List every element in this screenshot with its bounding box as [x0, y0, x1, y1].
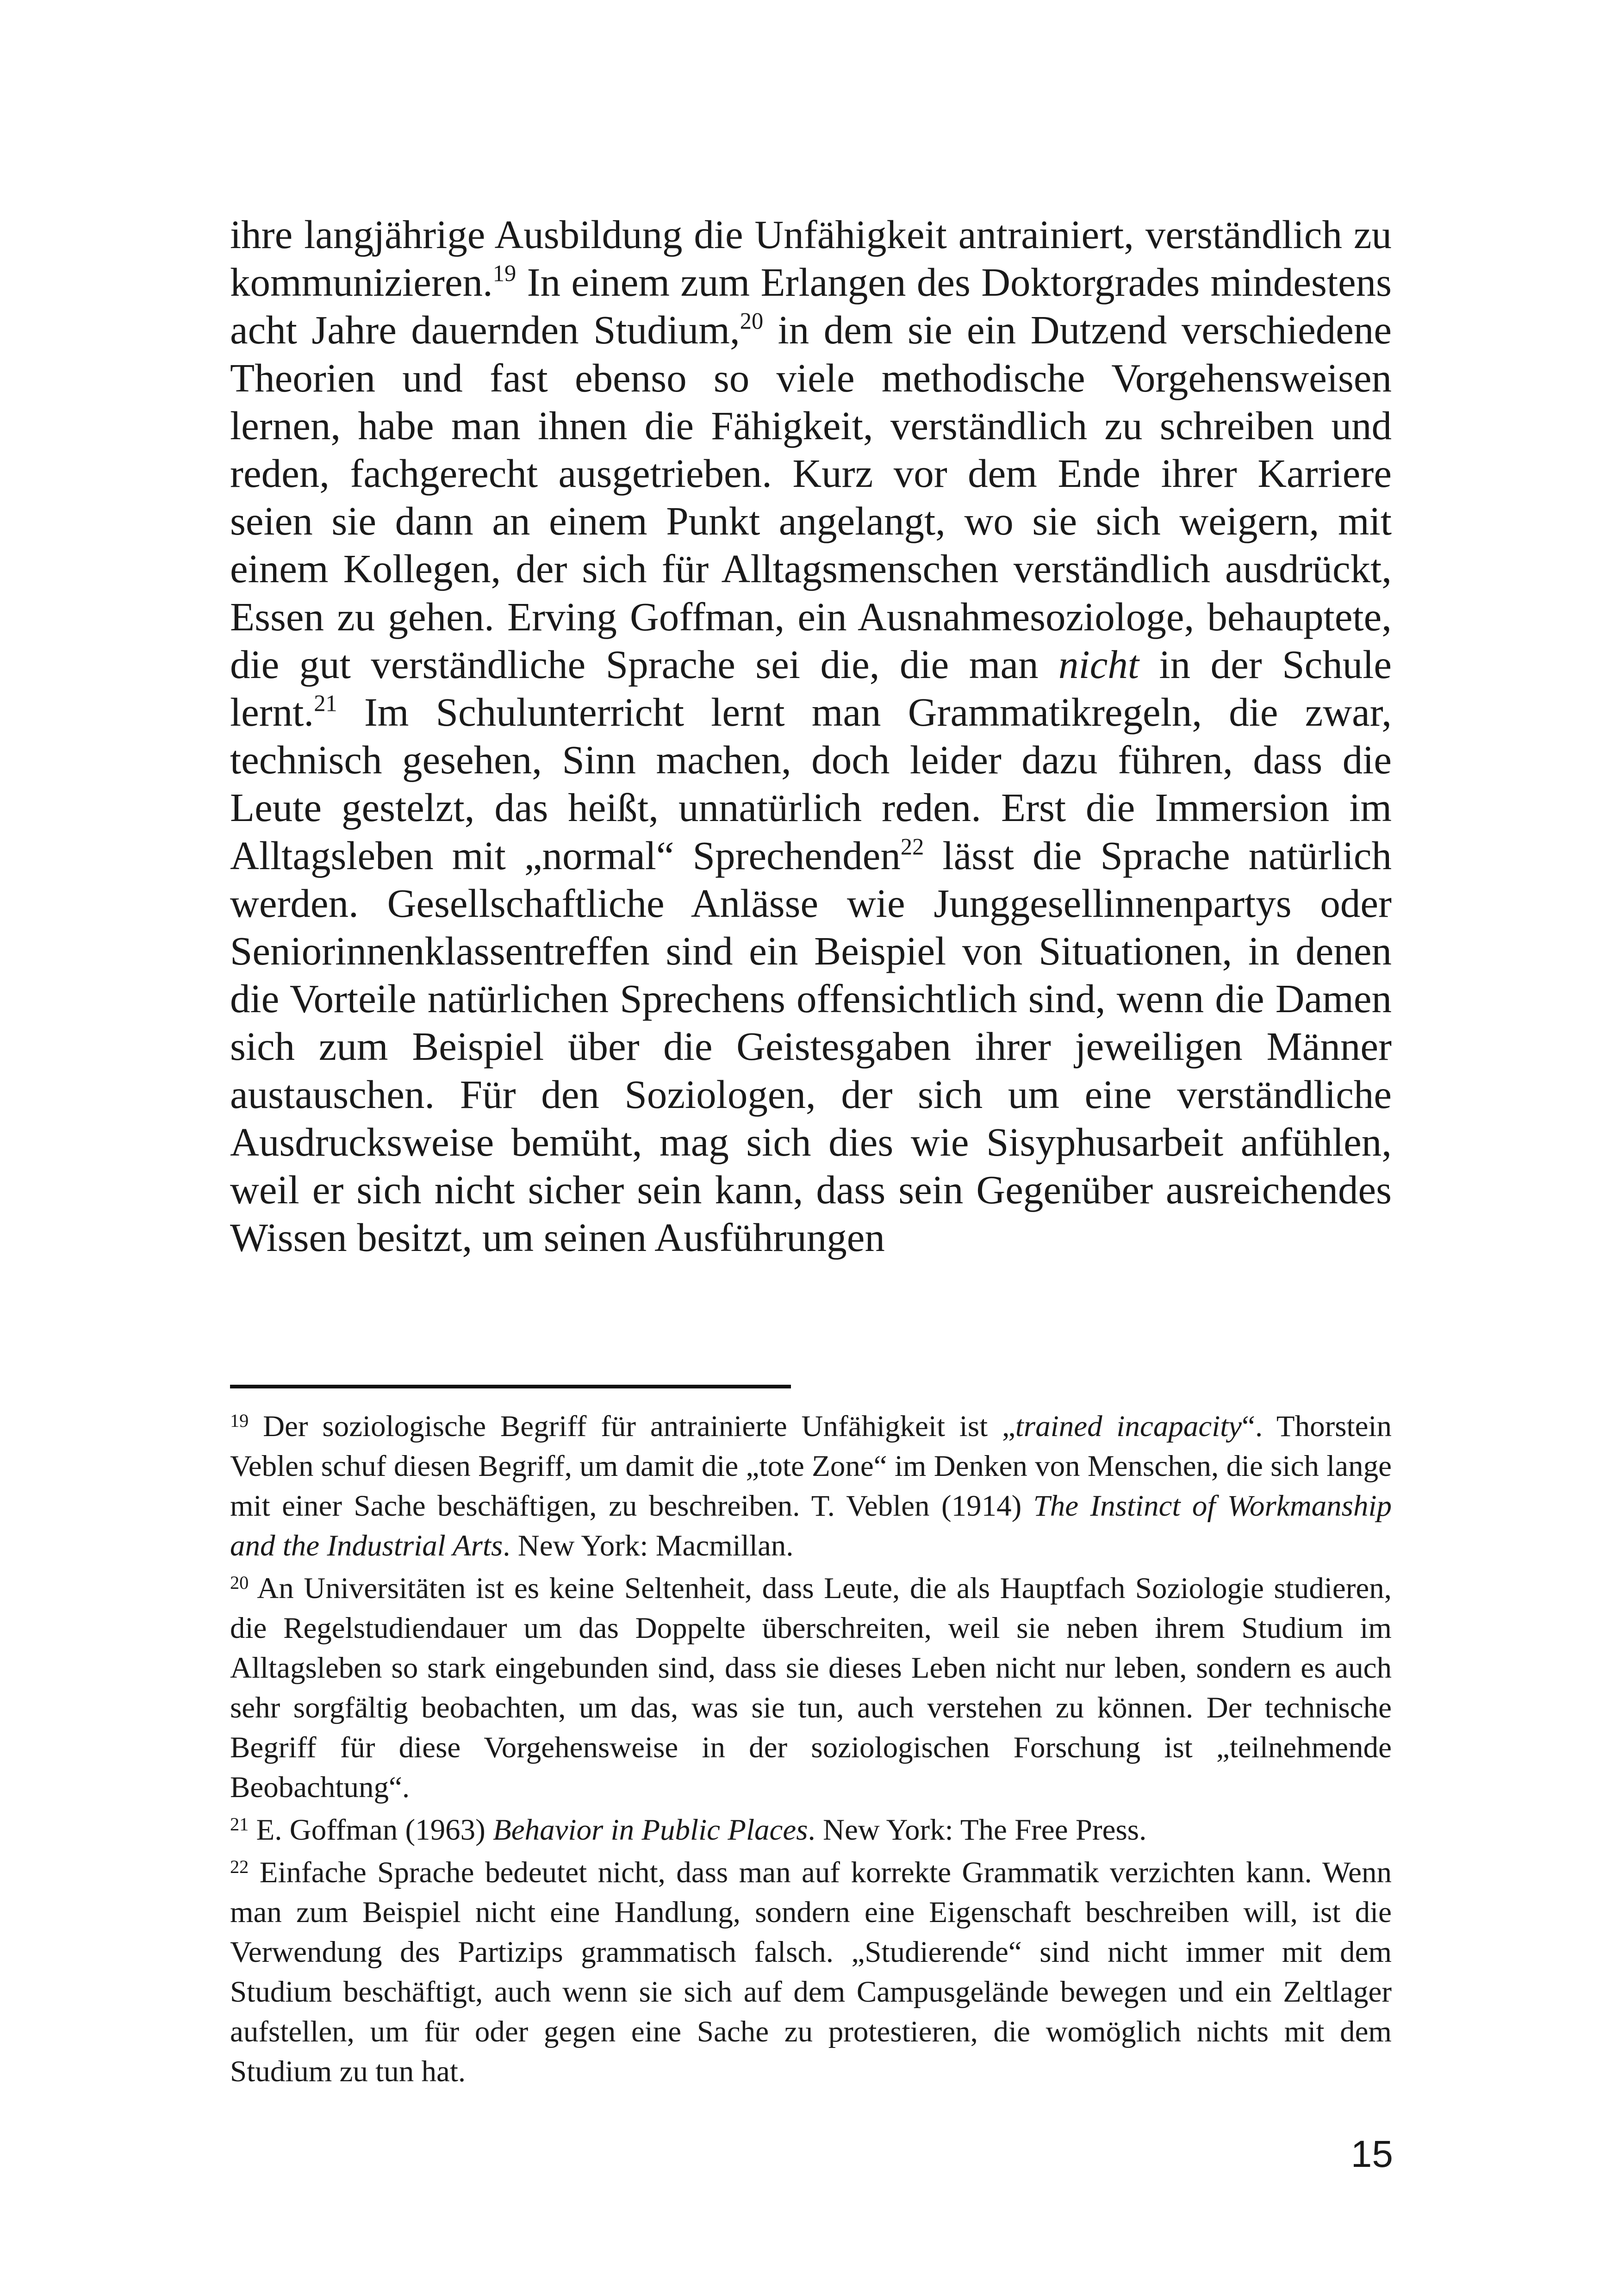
footnote-separator: [230, 1385, 791, 1388]
footnote-number: 19: [230, 1410, 249, 1431]
emphasis: trained incapacity: [1015, 1410, 1242, 1443]
page-number: 15: [1350, 2133, 1393, 2175]
footnote-number: 21: [230, 1813, 249, 1835]
footnote-number: 20: [230, 1572, 249, 1593]
footnote-ref-19: 19: [492, 260, 517, 286]
text-run: Einfache Sprache bedeutet nicht, dass man auf korrekte Grammatik verzichten kann. Wenn man zum Beispiel nicht eine Handlung, sondern eine Eigenschaft beschreiben will, ist die Verwendung des Partizips grammatisch falsch. „Studierende“ sind nicht immer mit dem Studium beschäftigt, auch wenn sie sich auf dem Campusgelände bewegen und ein Zeltlager aufstellen, um für oder gegen eine Sache zu protestieren, die womöglich nichts mit dem Studium zu tun hat.: [230, 1856, 1392, 2088]
footnote-ref-22: 22: [900, 834, 924, 860]
footnote-20: [230, 1568, 1392, 1807]
text-run: in der Schule lernt.: [230, 641, 1392, 735]
text-run: E. Goffman (1963): [249, 1813, 493, 1847]
footnote-22: [230, 1853, 1392, 2091]
text-run: “. Thorstein Veblen schuf diesen Begriff, um damit die „tote Zone“ im Denken von Menschen, die sich lange mit einer Sache beschäftigen, zu beschreiben. T. Veblen (1914): [230, 1410, 1392, 1523]
text-run: Der soziologische Begriff für antrainierte Unfähigkeit ist „: [249, 1410, 1015, 1443]
text-run: lässt die Sprache natürlich werden. Gesellschaftliche Anlässe wie Junggesellinnenpartys oder Seniorinnenklassentreffen sind ein Beispiel von Situationen, in denen die Vorteile natürlichen Sprechens offensichtlich sind, wenn die Damen sich zum Beispiel über die Geistesgaben ihrer jeweiligen Männer austauschen. Für den Soziologen, der sich um eine verständliche Ausdrucksweise bemüht, mag sich dies wie Sisyphusarbeit anfühlen, weil er sich nicht sicher sein kann, dass sein Gegenüber ausreichendes Wissen besitzt, um seinen Ausführungen: [230, 833, 1392, 1260]
footnotes: [230, 1406, 1392, 2094]
footnote-number: 22: [230, 1856, 249, 1877]
text-run: Im Schulunterricht lernt man Grammatikregeln, die zwar, technisch gesehen, Sinn machen, doch leider dazu führen, dass die Leute gestelzt, das heißt, unnatürlich reden. Erst die Immersion im Alltagsleben mit „normal“ Sprechenden: [230, 690, 1392, 878]
footnote-ref-20: 20: [740, 308, 764, 335]
text-run: An Universitäten ist es keine Seltenheit, dass Leute, die als Hauptfach Soziologie studieren, die Regelstudiendauer um das Doppelte überschreiten, weil sie neben ihrem Studium im Alltagsleben so stark eingebunden sind, dass sie dieses Leben nicht nur leben, sondern es auch sehr sorgfältig beobachten, um das, was sie tun, auch verstehen zu können. Der technische Begriff für diese Vorgehensweise in der soziologischen Forschung ist „teilnehmende Beobachtung“.: [230, 1572, 1392, 1804]
footnote-21: [230, 1810, 1392, 1850]
text-run: In einem zum Erlangen des Doktorgrades mindestens acht Jahre dauernden Studium,: [230, 260, 1392, 353]
emphasis: nicht: [1058, 641, 1139, 687]
main-text: [230, 211, 1392, 1261]
text-run: . New York: The Free Press.: [808, 1813, 1147, 1847]
book-title: The Instinct of Workmanship and the Industrial Arts: [230, 1489, 1392, 1562]
book-title: Behavior in Public Places: [493, 1813, 808, 1847]
footnote-19: [230, 1406, 1392, 1566]
text-run: ihre langjährige Ausbildung die Unfähigkeit antrainiert, verständlich zu kommunizieren.: [230, 212, 1392, 305]
text-run: . New York: Macmillan.: [503, 1529, 794, 1562]
text-run: in dem sie ein Dutzend verschiedene Theorien und fast ebenso so viele methodische Vorgehensweisen lernen, habe man ihnen die Fähigkeit, verständlich zu schreiben und reden, fachgerecht ausgetrieben. Kurz vor dem Ende ihrer Karriere seien sie dann an einem Punkt angelangt, wo sie sich weigern, mit einem Kollegen, der sich für Alltagsmenschen verständlich ausdrückt, Essen zu gehen. Erving Goffman, ein Ausnahmesoziologe, behauptete, die gut verständliche Sprache sei die, die man: [230, 307, 1392, 687]
footnote-ref-21: 21: [314, 690, 337, 716]
body-paragraph: [230, 211, 1392, 1261]
